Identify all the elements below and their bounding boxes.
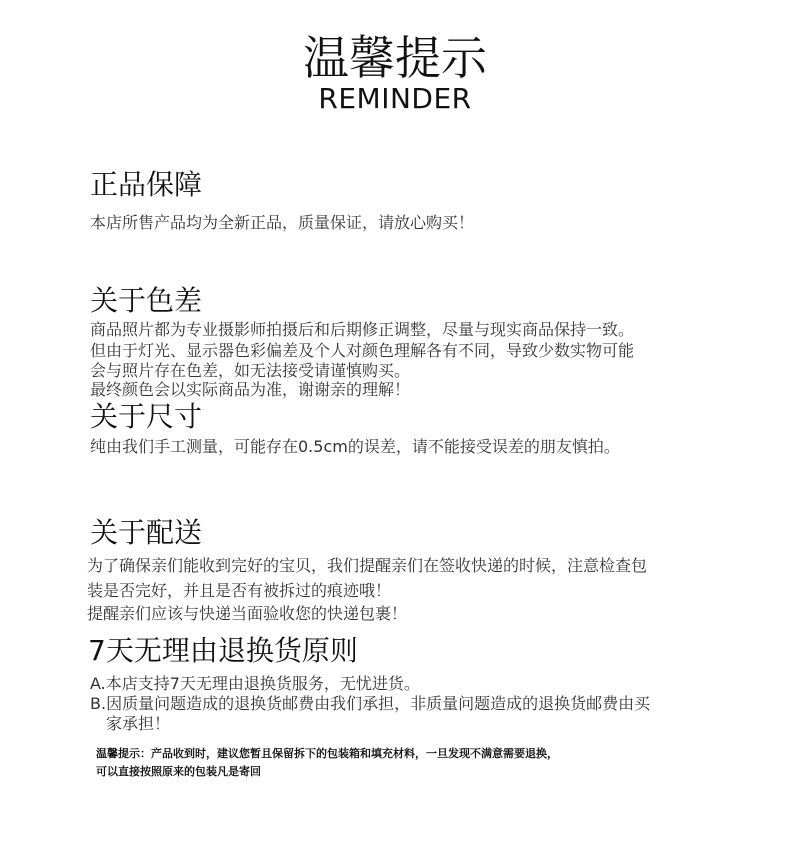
section-heading-authentic: 正品保障 [90,168,203,201]
footer-note-line-1: 温馨提示：产品收到时，建议您暂且保留拆下的包装箱和填充材料，一旦发现不满意需要退换， [96,747,558,760]
size-text: 纯由我们手工测量，可能存在0.5cm的误差，请不能接受误差的朋友慎拍。 [90,437,620,456]
delivery-text-line-1: 为了确保亲们能收到完好的宝贝，我们提醒亲们在签收快递的时候，注意检查包 [87,556,648,575]
color-text-line-1: 商品照片都为专业摄影师拍摄后和后期修正调整，尽量与现实商品保持一致。 [90,320,635,339]
page-title: 温馨提示 [303,31,487,85]
section-heading-returns: 7天无理由退换货原则 [88,634,358,667]
color-text-line-4: 最终颜色会以实际商品为准，谢谢亲的理解！ [90,380,411,399]
returns-text-line-b-cont: 家承担！ [106,714,171,733]
returns-text-line-a: A.本店支持7天无理由退换货服务，无忧进货。 [90,674,420,693]
authentic-text: 本店所售产品均为全新正品，质量保证，请放心购买！ [90,213,475,232]
delivery-text-line-3: 提醒亲们应该与快递当面验收您的快递包裹！ [87,604,408,623]
footer-note-line-2: 可以直接按照原来的包装凡是寄回 [96,765,261,778]
returns-text-line-b: B.因质量问题造成的退换货邮费由我们承担，非质量问题造成的退换货邮费由买 [90,694,651,713]
color-text-line-2: 但由于灯光、显示器色彩偏差及个人对颜色理解各有不同，导致少数实物可能 [90,341,635,360]
section-heading-size: 关于尺寸 [90,400,203,433]
color-text-line-3: 会与照片存在色差，如无法接受请谨慎购买。 [90,361,411,380]
delivery-text-line-2: 装是否完好，并且是否有被拆过的痕迹哦！ [87,581,392,600]
section-heading-color: 关于色差 [90,284,203,317]
page-subtitle: REMINDER [318,82,472,115]
section-heading-delivery: 关于配送 [90,516,203,549]
